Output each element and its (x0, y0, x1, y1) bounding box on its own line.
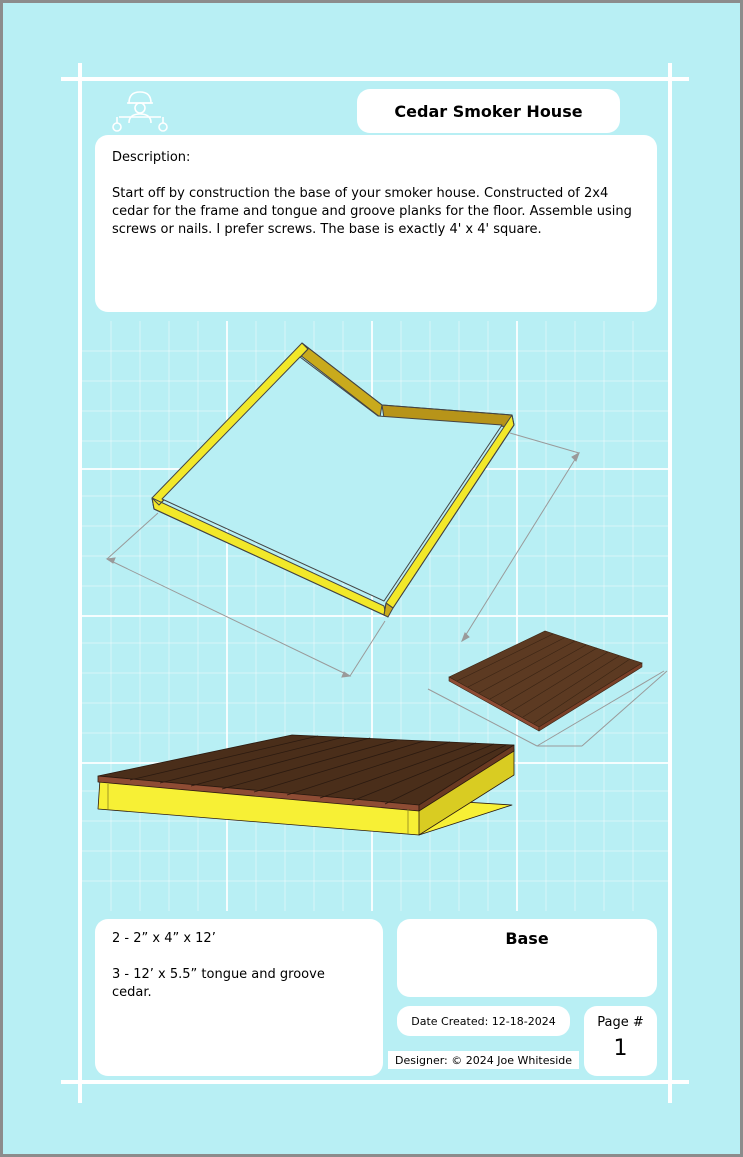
date-created: Date Created: 12-18-2024 (397, 1006, 570, 1036)
deck-preview (449, 631, 642, 731)
finished-base (98, 735, 514, 835)
material-item: 3 - 12’ x 5.5” tongue and groove cedar. (112, 967, 325, 1000)
page-number: 1 (613, 1036, 628, 1061)
designer-credit: Designer: © 2024 Joe Whiteside (388, 1051, 579, 1069)
frame-line-bottom (61, 1080, 689, 1084)
page-label: Page # (597, 1015, 644, 1030)
material-item: 2 - 2” x 4” x 12’ (112, 931, 216, 946)
frame-line-top (61, 77, 689, 81)
description-card (95, 135, 657, 312)
project-title: Cedar Smoker House (357, 89, 620, 133)
page-number-card (584, 1006, 657, 1076)
description-text: Start off by construction the base of your smoker house. Constructed of 2x4 cedar for the frame and tongue and groove planks for the floor. Assemble using screws or nails. I prefer screws. The base is exactly 4' x 4' square. (112, 186, 632, 237)
description-label: Description: (112, 150, 191, 165)
base-assembly-drawing (82, 321, 670, 911)
lumber-frame (152, 343, 514, 617)
engineer-hard-hat-icon (107, 87, 173, 137)
section-title: Base (397, 919, 657, 997)
materials-card (95, 919, 383, 1076)
